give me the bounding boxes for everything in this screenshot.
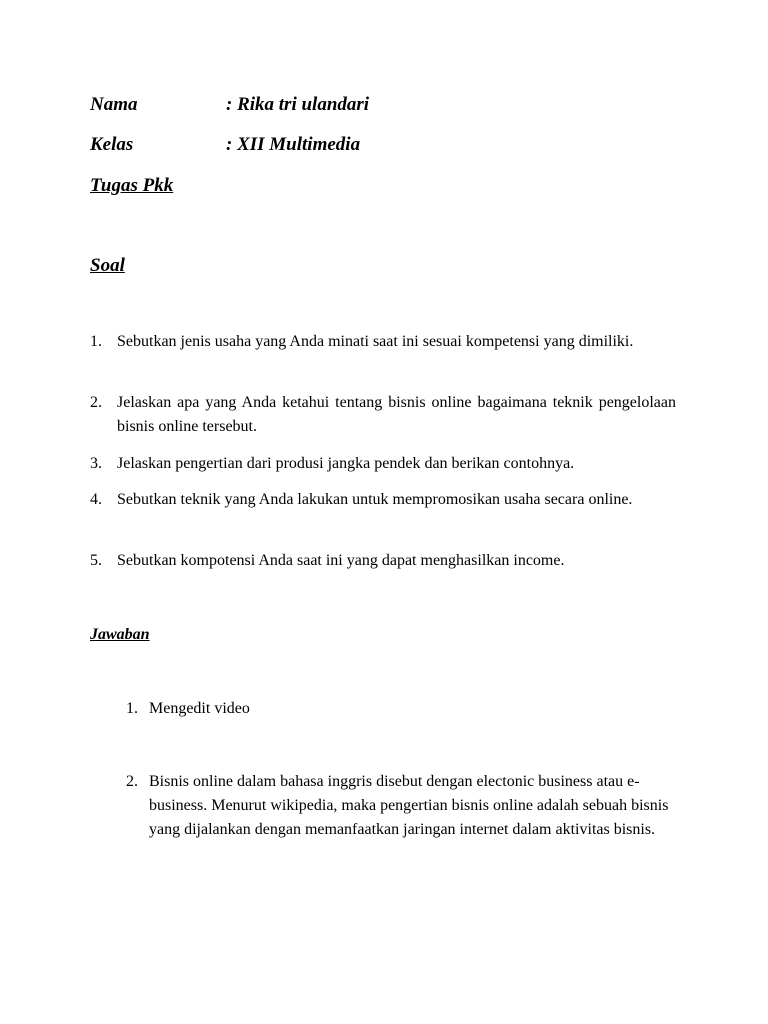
answer-text: Mengedit video	[149, 700, 250, 717]
question-item	[90, 391, 676, 439]
class-value: : XII Multimedia	[226, 134, 361, 155]
question-number: 4.	[90, 491, 102, 508]
question-item	[90, 452, 676, 476]
question-item	[90, 488, 676, 512]
answer-text: Bisnis online dalam bahasa inggris disebut dengan electonic business atau e-business. Menurut wikipedia, maka pengertian bisnis online adalah sebuah bisnis yang dijalankan dengan memanfaatkan jaringan internet dalam aktivitas bisnis.	[149, 773, 669, 838]
question-text: Sebutkan jenis usaha yang Anda minati saat ini sesuai kompetensi yang dimiliki.	[117, 333, 634, 350]
question-text: Jelaskan pengertian dari produsi jangka pendek dan berikan contohnya.	[117, 455, 575, 472]
question-text: Sebutkan teknik yang Anda lakukan untuk mempromosikan usaha secara online.	[117, 491, 633, 508]
question-text: Jelaskan apa yang Anda ketahui tentang bisnis online bagaimana teknik pengelolaan bisnis online tersebut.	[117, 394, 676, 435]
question-number: 3.	[90, 455, 102, 472]
name-label: Nama	[90, 94, 138, 115]
question-number: 1.	[90, 333, 102, 350]
assignment-title: Tugas Pkk	[90, 175, 174, 196]
class-label: Kelas	[90, 134, 134, 155]
answers-heading: Jawaban	[90, 626, 150, 643]
answer-item	[126, 697, 686, 721]
question-item	[90, 330, 676, 354]
name-row	[90, 93, 369, 117]
questions-heading: Soal	[90, 255, 125, 276]
answer-number: 2.	[126, 773, 138, 790]
answer-item	[126, 770, 686, 842]
question-number: 2.	[90, 394, 102, 411]
question-number: 5.	[90, 552, 102, 569]
question-text: Sebutkan kompotensi Anda saat ini yang dapat menghasilkan income.	[117, 552, 565, 569]
name-value: : Rika tri ulandari	[226, 94, 370, 115]
question-item	[90, 549, 676, 573]
answer-number: 1.	[126, 700, 138, 717]
class-row	[90, 133, 360, 157]
